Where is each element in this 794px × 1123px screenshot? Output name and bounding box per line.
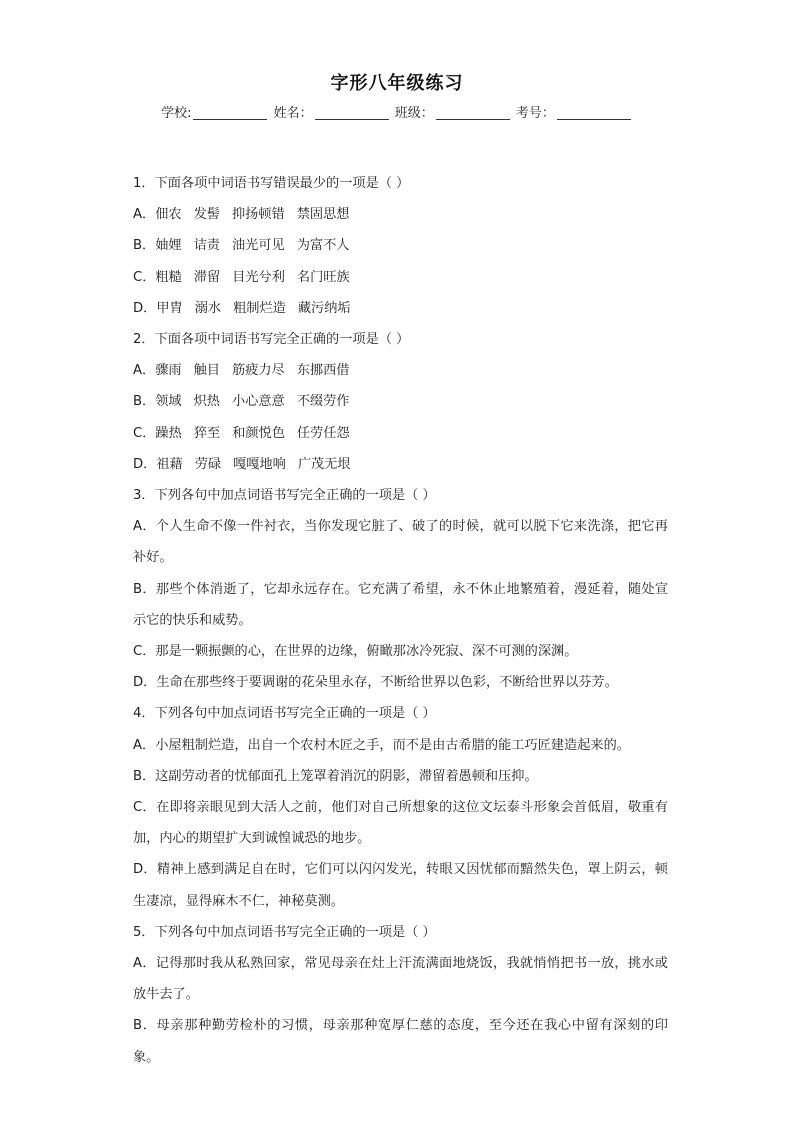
option-sentence: D．精神上感到满足自在时，它们可以闪闪发光，转眼又因忧郁而黯然失色，罩上阴云，顿生凄凉，显得麻木不仁，神秘莫测。 [133, 862, 668, 909]
option-sentence: D．生命在那些终于要调谢的花朵里永存，不断给世界以色彩，不断给世界以芬芳。 [133, 675, 618, 691]
question-stem: 4．下列各句中加点词语书写完全正确的一项是（ ） [133, 706, 436, 722]
page-title: 字形八年级练习 [330, 73, 464, 94]
school-blank[interactable] [193, 105, 267, 120]
option-word: 为富不人 [296, 238, 350, 254]
option-word: 东挪西借 [296, 363, 350, 379]
option-sentence: C．那是一颗振颤的心，在世界的边缘，俯瞰那冰冷死寂、深不可测的深渊。 [133, 644, 578, 660]
option-letter: C． [133, 269, 156, 285]
option-item [133, 293, 668, 324]
option-letter: A． [133, 207, 156, 223]
option-item [133, 199, 668, 230]
option-word: 小心意意 [232, 394, 285, 410]
option-letter: C． [133, 425, 156, 441]
option-item [133, 449, 668, 480]
option-letter: D． [133, 300, 157, 316]
question-stem: 5．下列各句中加点词语书写完全正确的一项是（ ） [133, 924, 436, 940]
option-item [133, 230, 668, 261]
option-word: 祖藉 [156, 456, 183, 472]
option-word: 名门旺族 [296, 269, 350, 285]
option-word: 广茂无垠 [297, 456, 351, 472]
option-word: 炽热 [193, 394, 220, 410]
option-word: 诘责 [193, 238, 220, 254]
name-blank[interactable] [315, 105, 389, 120]
option-sentence: B．这副劳动者的忧郁面孔上笼罩着消沉的阴影，滞留着愚顿和压抑。 [133, 768, 538, 784]
school-label: 学校: [161, 106, 192, 121]
option-word: 溺水 [194, 300, 222, 316]
option-word: 粗制烂造 [233, 300, 286, 316]
option-sentence: A．个人生命不像一件衬衣，当你发现它脏了、破了的时候，就可以脱下它来洗涤，把它再补好。 [133, 519, 668, 566]
option-word: 目光兮利 [232, 269, 285, 285]
option-word: 油光可见 [232, 238, 285, 254]
option-word: 猝至 [193, 425, 221, 441]
class-label: 班级： [394, 106, 434, 121]
option-sentence: B．母亲那种勤劳检朴的习惯，母亲那种宽厚仁慈的态度，至今还在我心中留有深刻的印象。 [133, 1018, 668, 1065]
student-info-line [0, 102, 794, 121]
option-letter: A． [133, 363, 156, 379]
question-stem: 2．下面各项中词语书写完全正确的一项是（ ） [133, 332, 410, 348]
option-item [133, 262, 668, 293]
option-word: 禁固思想 [296, 207, 350, 223]
option-word: 触目 [193, 363, 220, 379]
option-word: 任劳任怨 [296, 425, 350, 441]
option-word: 和颜悦色 [232, 425, 285, 441]
option-word: 劳碌 [194, 456, 222, 472]
option-letter: B． [133, 394, 156, 410]
option-word: 筋疲力尽 [231, 363, 285, 379]
option-word: 佃农 [155, 207, 182, 223]
option-item [133, 418, 668, 449]
option-sentence: C．在即将亲眼见到大活人之前，他们对自己所想象的这位文坛泰斗形象会首低眉，敬重有加，内心的期望扩大到诚惶诚恐的地步。 [133, 800, 668, 847]
option-word: 粗糙 [155, 269, 182, 285]
option-word: 甲胄 [156, 300, 183, 316]
option-word: 发髻 [193, 207, 220, 223]
option-word: 领域 [155, 394, 182, 410]
class-blank[interactable] [436, 105, 510, 120]
option-item [133, 355, 668, 386]
option-word: 滞留 [193, 269, 221, 285]
option-word: 抑扬顿错 [231, 207, 285, 223]
option-word: 妯娌 [155, 238, 182, 254]
question-stem: 3．下列各句中加点词语书写完全正确的一项是（ ） [133, 488, 436, 504]
option-sentence: A．小屋粗制烂造，出自一个农村木匠之手，而不是由古希腊的能工巧匠建造起来的。 [133, 737, 630, 753]
option-letter: B． [133, 238, 156, 254]
question-list [133, 168, 668, 1073]
exam-no-blank[interactable] [557, 105, 631, 120]
exam-no-label: 考号： [515, 106, 555, 121]
option-word: 藏污纳垢 [297, 300, 351, 316]
option-sentence: B．那些个体消逝了，它却永远存在。它充满了希望，永不休止地繁殖着，漫延着，随处宣示它的快乐和威势。 [133, 581, 668, 628]
option-letter: D． [133, 456, 157, 472]
name-label: 姓名： [273, 106, 313, 121]
option-sentence: A．记得那时我从私熟回家，常见母亲在灶上汗流满面地烧饭，我就悄悄把书一放，挑水或放牛去了。 [133, 956, 668, 1003]
option-word: 嘎嘎地响 [233, 456, 286, 472]
option-word: 不缀劳作 [296, 394, 350, 410]
option-item [133, 386, 668, 417]
option-word: 骤雨 [155, 363, 182, 379]
option-word: 躁热 [155, 425, 182, 441]
question-stem: 1．下面各项中词语书写错误最少的一项是（ ） [133, 176, 410, 191]
